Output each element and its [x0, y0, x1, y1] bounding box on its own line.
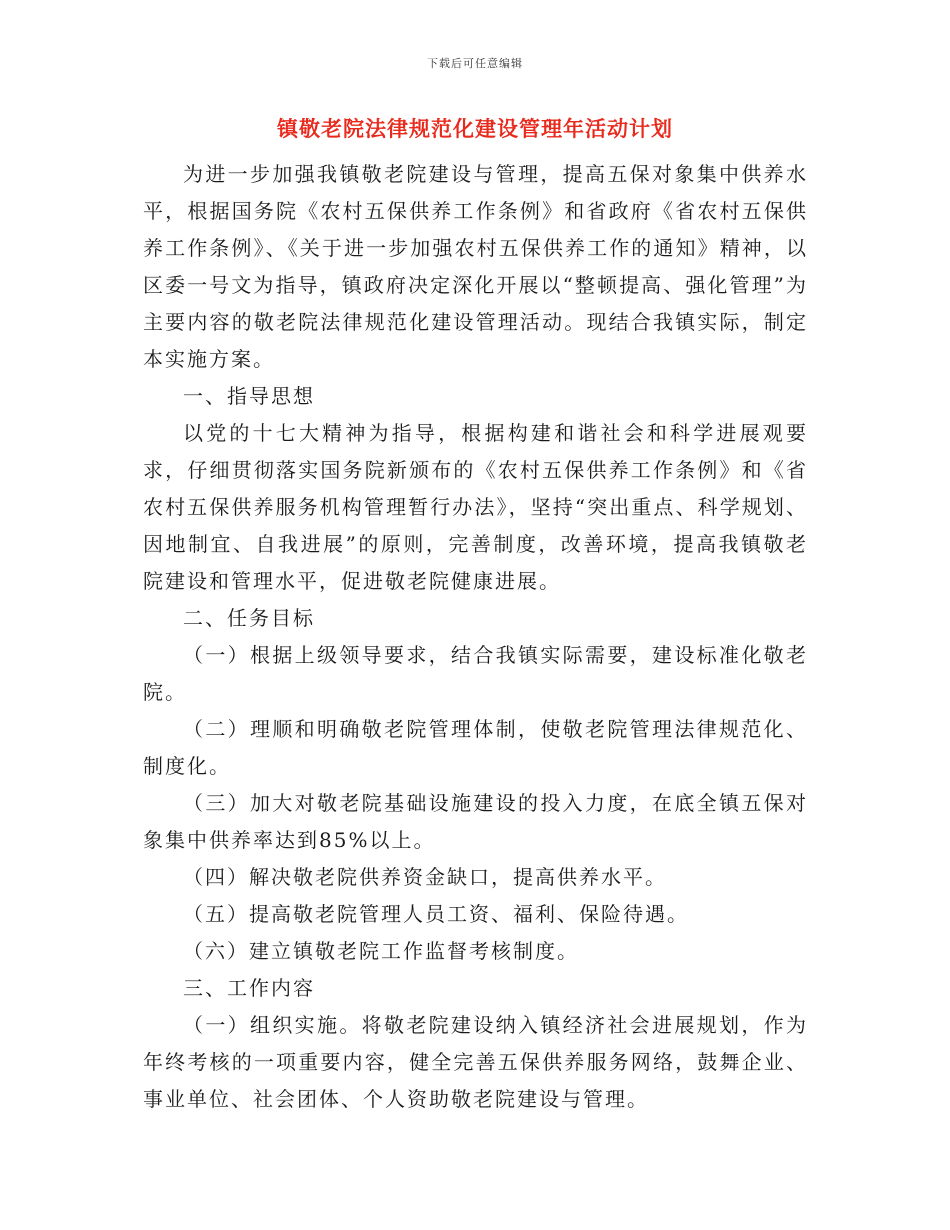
- task-goal-item: （一）根据上级领导要求，结合我镇实际需要，建设标准化敬老院。: [143, 643, 808, 704]
- paragraph-intro: 为进一步加强我镇敬老院建设与管理，提高五保对象集中供养水平，根据国务院《农村五保供养工作条例》和省政府《省农村五保供养工作条例》、《关于进一步加强农村五保供养工作的通知》精神，以区委一号文为指导，镇政府决定深化开展以“整顿提高、强化管理”为主要内容的敬老院法律规范化建设管理活动。现结合我镇实际，制定本实施方案。: [143, 162, 808, 371]
- task-goal-item: （五）提高敬老院管理人员工资、福利、保险待遇。: [183, 902, 689, 926]
- paragraph-guiding-ideology: 以党的十七大精神为指导，根据构建和谐社会和科学进展观要求，仔细贯彻落实国务院新颁布的《农村五保供养工作条例》和《省农村五保供养服务机构管理暂行办法》，坚持“突出重点、科学规划、因地制宜、自我进展”的原则，完善制度，改善环境，提高我镇敬老院建设和管理水平，促进敬老院健康进展。: [143, 421, 808, 593]
- task-goal-item: （六）建立镇敬老院工作监督考核制度。: [183, 939, 579, 963]
- document-title: 镇敬老院法律规范化建设管理年活动计划: [277, 116, 673, 141]
- section-heading-task-goals: 二、任务目标: [183, 606, 315, 630]
- work-content-item: （一）组织实施。将敬老院建设纳入镇经济社会进展规划，作为年终考核的一项重要内容，健全完善五保供养服务网络，鼓舞企业、事业单位、社会团体、个人资助敬老院建设与管理。: [143, 1013, 808, 1111]
- section-heading-work-content: 三、工作内容: [183, 976, 315, 1000]
- task-goal-item: （二）理顺和明确敬老院管理体制，使敬老院管理法律规范化、制度化。: [143, 717, 808, 778]
- task-goal-item: （四）解决敬老院供养资金缺口，提高供养水平。: [183, 865, 667, 889]
- header-note: 下载后可任意编辑: [427, 57, 523, 70]
- task-goal-item: （三）加大对敬老院基础设施建设的投入力度，在底全镇五保对象集中供养率达到85%以上。: [143, 791, 808, 852]
- section-heading-guiding-ideology: 一、指导思想: [183, 384, 315, 408]
- document-body: [143, 156, 808, 1118]
